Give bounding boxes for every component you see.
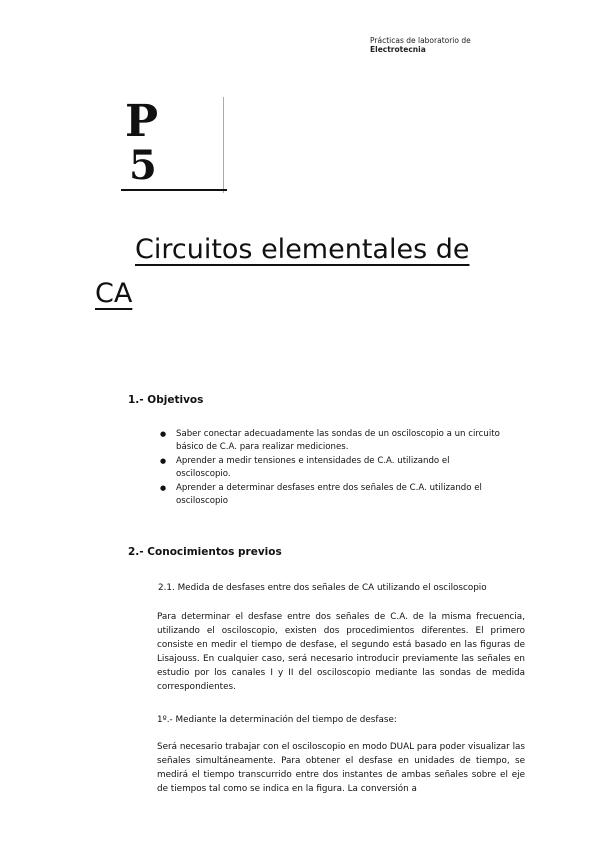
running-header bbox=[370, 36, 471, 54]
header-line-2: Electrotecnia bbox=[370, 45, 426, 54]
paragraph-1: Para determinar el desfase entre dos señales de C.A. de la misma frecuencia, utilizando el osciloscopio, existen dos procedimientos diferentes. El primero consiste en medir el tiempo de desfase, el segundo está basado en las figuras de Lisajouss. En cualquier caso, será necesario introducir previamente las señales en estudio por los canales I y II del osciloscopio mediante las sondas de medida correspondientes. bbox=[157, 612, 525, 692]
list-item: ● Aprender a medir tensiones e intensidades de C.A. utilizando el osciloscopio. bbox=[160, 455, 505, 481]
practice-number: 5 bbox=[129, 142, 157, 189]
header-line-1: Prácticas de laboratorio de bbox=[370, 36, 471, 45]
list-item: ● Saber conectar adecuadamente las sondas de un osciloscopio a un circuito básico de C.A. para realizar mediciones. bbox=[160, 428, 505, 454]
method-heading: 1º.- Mediante la determinación del tiempo de desfase: bbox=[157, 715, 397, 725]
practice-letter: P bbox=[125, 96, 159, 147]
objectives-list bbox=[160, 428, 505, 509]
paragraph-2: Será necesario trabajar con el osciloscopio en modo DUAL para poder visualizar las señales simultáneamente. Para obtener el desfase en unidades de tiempo, se medirá el tiempo transcurrido entre dos instantes de ambas señales sobre el eje de tiempos tal como se indica en la figura. La conversión a bbox=[157, 742, 525, 794]
list-item: ● Aprender a determinar desfases entre dos señales de C.A. utilizando el osciloscopio bbox=[160, 482, 505, 508]
page-title bbox=[95, 228, 525, 316]
section-heading-objetivos: 1.- Objetivos bbox=[128, 394, 204, 406]
section-heading-conocimientos: 2.- Conocimientos previos bbox=[128, 546, 282, 558]
title-line-1: Circuitos elementales de bbox=[135, 234, 470, 265]
subsection-heading: 2.1. Medida de desfases entre dos señales de CA utilizando el osciloscopio bbox=[158, 583, 487, 593]
practice-underline bbox=[121, 189, 227, 191]
title-line-2: CA bbox=[95, 278, 133, 309]
practice-badge bbox=[113, 97, 224, 193]
